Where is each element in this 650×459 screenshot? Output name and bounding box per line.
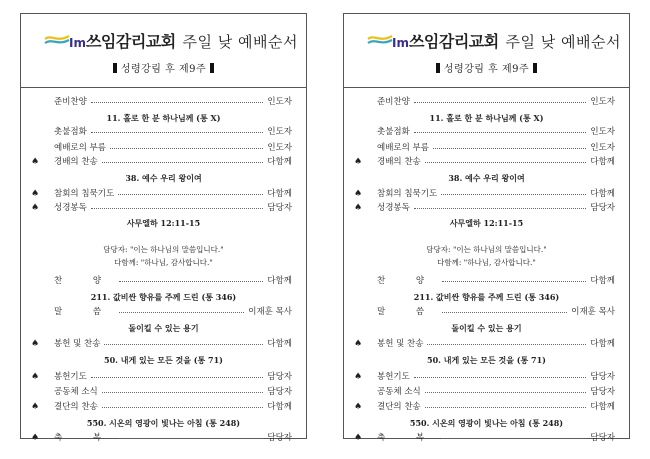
dotted-leader bbox=[118, 194, 263, 195]
church-logo-wave-icon bbox=[367, 33, 393, 49]
dotted-leader bbox=[119, 281, 263, 282]
order-row bbox=[344, 401, 629, 413]
order-row bbox=[21, 306, 306, 318]
bulletin-panel-left bbox=[20, 13, 307, 443]
order-leader: 다함께 bbox=[590, 339, 615, 350]
logo-text: Im bbox=[392, 36, 409, 50]
bar-left bbox=[113, 63, 117, 73]
logo-text: Im bbox=[69, 36, 86, 50]
order-row bbox=[344, 126, 629, 138]
order-row bbox=[21, 126, 306, 138]
order-row bbox=[21, 338, 306, 350]
week-label: 성령강림 후 제9주 bbox=[443, 64, 530, 75]
order-leader: 담당자 bbox=[267, 371, 292, 382]
order-label: 예배로의 부름 bbox=[377, 142, 429, 153]
week-label: 성령강림 후 제9주 bbox=[120, 64, 207, 75]
spade-icon: ♠ bbox=[31, 401, 40, 412]
order-label: 성경봉독 bbox=[54, 203, 87, 214]
order-leader: 인도자 bbox=[590, 97, 615, 107]
order-detail: 38. 예수 우리 왕이여 bbox=[448, 173, 525, 183]
order-label: 준비찬양 bbox=[54, 97, 87, 107]
order-row bbox=[21, 202, 306, 214]
church-logo-wave-icon bbox=[44, 33, 70, 49]
order-detail: 다함께: "하나님, 감사합니다." bbox=[437, 258, 536, 267]
dotted-leader bbox=[91, 132, 263, 133]
order-label: 경배의 찬송 bbox=[54, 157, 98, 167]
order-leader: 인도자 bbox=[590, 127, 615, 138]
order-label: 축 복 bbox=[377, 432, 439, 443]
order-leader: 담당자 bbox=[590, 371, 615, 382]
order-label: 봉헌기도 bbox=[377, 371, 410, 382]
church-name: 쓰임감리교회 bbox=[408, 32, 499, 51]
order-detail: 사무엘하 12:11-15 bbox=[449, 217, 524, 228]
order-leader: 담당자 bbox=[267, 432, 292, 443]
order-label: 예배로의 부름 bbox=[54, 142, 106, 153]
spade-icon: ♠ bbox=[31, 157, 40, 167]
order-leader: 인도자 bbox=[267, 127, 292, 138]
order-label: 경배의 찬송 bbox=[377, 157, 421, 167]
order-detail: 돌이킬 수 있는 용기 bbox=[128, 323, 199, 333]
dotted-leader bbox=[414, 132, 586, 133]
dotted-leader bbox=[119, 438, 263, 439]
order-leader: 담당자 bbox=[590, 432, 615, 443]
dotted-leader bbox=[414, 208, 586, 209]
order-leader: 다함께 bbox=[590, 275, 615, 286]
order-label: 준비찬양 bbox=[377, 97, 410, 107]
order-row bbox=[21, 142, 306, 154]
order-leader: 담당자 bbox=[267, 203, 292, 214]
spade-icon: ♠ bbox=[354, 203, 363, 214]
order-detail: 11. 홀로 한 분 하나님께 (통 X) bbox=[106, 112, 221, 123]
dotted-leader bbox=[427, 344, 586, 345]
spade-icon: ♠ bbox=[354, 401, 363, 412]
dotted-leader bbox=[102, 407, 263, 408]
order-row bbox=[21, 188, 306, 200]
order-of-worship bbox=[21, 90, 306, 443]
dotted-leader bbox=[414, 102, 586, 103]
dotted-leader bbox=[414, 377, 586, 378]
order-detail: 38. 예수 우리 왕이여 bbox=[125, 173, 202, 183]
dotted-leader bbox=[433, 148, 586, 149]
order-detail: 550. 시온의 영광이 빛나는 아침 (통 248) bbox=[409, 418, 564, 429]
order-leader: 다함께 bbox=[267, 188, 292, 199]
week-label-row bbox=[21, 60, 306, 75]
order-label: 찬 양 bbox=[54, 275, 116, 286]
order-of-worship bbox=[344, 90, 629, 443]
order-label: 봉헌 및 찬송 bbox=[54, 339, 101, 350]
dotted-leader bbox=[91, 208, 263, 209]
dotted-leader bbox=[441, 194, 586, 195]
order-leader: 담당자 bbox=[590, 203, 615, 214]
order-leader: 다함께 bbox=[267, 401, 292, 412]
order-row bbox=[344, 306, 629, 318]
bulletin-title bbox=[392, 33, 621, 52]
order-row bbox=[21, 432, 306, 444]
order-detail: 돌이킬 수 있는 용기 bbox=[451, 323, 522, 333]
order-label: 촛불점화 bbox=[54, 127, 87, 138]
order-row bbox=[21, 96, 306, 108]
order-row bbox=[344, 96, 629, 108]
order-label: 말 씀 bbox=[377, 307, 439, 317]
order-row bbox=[344, 432, 629, 444]
spade-icon: ♠ bbox=[354, 157, 363, 167]
service-title: 주일 낮 예배순서 bbox=[182, 33, 298, 51]
order-leader: 인도자 bbox=[267, 142, 292, 153]
order-leader: 이재훈 목사 bbox=[248, 307, 292, 317]
dotted-leader bbox=[425, 392, 586, 393]
order-label: 참회의 침묵기도 bbox=[377, 188, 438, 199]
dotted-leader bbox=[425, 407, 586, 408]
spade-icon: ♠ bbox=[354, 432, 363, 443]
order-label: 촛불점화 bbox=[377, 127, 410, 138]
order-leader: 이재훈 목사 bbox=[571, 307, 615, 317]
week-label-row bbox=[344, 60, 629, 75]
order-detail: 211. 값비싼 향유를 주께 드린 (통 346) bbox=[413, 291, 560, 302]
order-row bbox=[344, 371, 629, 383]
spade-icon: ♠ bbox=[31, 339, 40, 350]
order-detail: 사무엘하 12:11-15 bbox=[126, 217, 201, 228]
order-label: 축 복 bbox=[54, 432, 116, 443]
order-label: 말 씀 bbox=[54, 307, 116, 317]
order-row bbox=[21, 386, 306, 398]
bulletin-panel-right bbox=[343, 13, 630, 443]
bulletin-title bbox=[69, 33, 298, 52]
dotted-leader bbox=[442, 438, 586, 439]
dotted-leader bbox=[104, 344, 263, 345]
order-row bbox=[344, 142, 629, 154]
order-row bbox=[344, 386, 629, 398]
spade-icon: ♠ bbox=[354, 188, 363, 199]
order-row bbox=[344, 202, 629, 214]
order-row bbox=[21, 401, 306, 413]
order-label: 공동체 소식 bbox=[377, 386, 421, 397]
spade-icon: ♠ bbox=[31, 188, 40, 199]
order-label: 찬 양 bbox=[377, 275, 439, 286]
spade-icon: ♠ bbox=[354, 371, 363, 382]
order-leader: 다함께 bbox=[590, 157, 615, 167]
service-title: 주일 낮 예배순서 bbox=[505, 33, 621, 51]
dotted-leader bbox=[91, 102, 263, 103]
order-detail: 11. 홀로 한 분 하나님께 (통 X) bbox=[429, 112, 544, 123]
order-row bbox=[344, 338, 629, 350]
bar-left bbox=[436, 63, 440, 73]
bulletin-header bbox=[344, 14, 629, 88]
order-label: 결단의 찬송 bbox=[377, 401, 421, 412]
order-detail: 담당자: "이는 하나님의 말씀입니다." bbox=[103, 244, 224, 254]
order-detail: 다함께: "하나님, 감사합니다." bbox=[114, 258, 213, 267]
order-detail: 50. 내게 있는 모든 것을 (통 71) bbox=[427, 355, 546, 366]
order-detail: 50. 내게 있는 모든 것을 (통 71) bbox=[104, 355, 223, 366]
order-label: 결단의 찬송 bbox=[54, 401, 98, 412]
order-leader: 다함께 bbox=[267, 157, 292, 167]
order-leader: 담당자 bbox=[590, 386, 615, 397]
order-row bbox=[21, 275, 306, 287]
dotted-leader bbox=[102, 392, 263, 393]
order-row bbox=[344, 156, 629, 168]
order-detail: 211. 값비싼 향유를 주께 드린 (통 346) bbox=[90, 291, 237, 302]
spade-icon: ♠ bbox=[31, 203, 40, 214]
order-row bbox=[344, 275, 629, 287]
order-leader: 인도자 bbox=[267, 97, 292, 107]
spade-icon: ♠ bbox=[31, 371, 40, 382]
order-leader: 인도자 bbox=[590, 142, 615, 153]
dotted-leader bbox=[119, 312, 244, 313]
order-label: 공동체 소식 bbox=[54, 386, 98, 397]
order-leader: 다함께 bbox=[267, 275, 292, 286]
bulletin-header bbox=[21, 14, 306, 88]
order-leader: 다함께 bbox=[590, 188, 615, 199]
order-row bbox=[21, 156, 306, 168]
church-name: 쓰임감리교회 bbox=[85, 32, 176, 51]
order-leader: 다함께 bbox=[590, 401, 615, 412]
dotted-leader bbox=[442, 312, 567, 313]
dotted-leader bbox=[91, 377, 263, 378]
spade-icon: ♠ bbox=[31, 432, 40, 443]
dotted-leader bbox=[102, 162, 263, 163]
order-label: 참회의 침묵기도 bbox=[54, 188, 115, 199]
order-row bbox=[344, 188, 629, 200]
order-label: 봉헌 및 찬송 bbox=[377, 339, 424, 350]
dotted-leader bbox=[425, 162, 586, 163]
bar-right bbox=[533, 63, 537, 73]
order-label: 성경봉독 bbox=[377, 203, 410, 214]
spade-icon: ♠ bbox=[354, 339, 363, 350]
order-detail: 담당자: "이는 하나님의 말씀입니다." bbox=[426, 244, 547, 254]
bar-right bbox=[210, 63, 214, 73]
dotted-leader bbox=[442, 281, 586, 282]
order-row bbox=[21, 371, 306, 383]
dotted-leader bbox=[110, 148, 263, 149]
order-leader: 다함께 bbox=[267, 339, 292, 350]
order-detail: 550. 시온의 영광이 빛나는 아침 (통 248) bbox=[86, 418, 241, 429]
order-label: 봉헌기도 bbox=[54, 371, 87, 382]
order-leader: 담당자 bbox=[267, 386, 292, 397]
